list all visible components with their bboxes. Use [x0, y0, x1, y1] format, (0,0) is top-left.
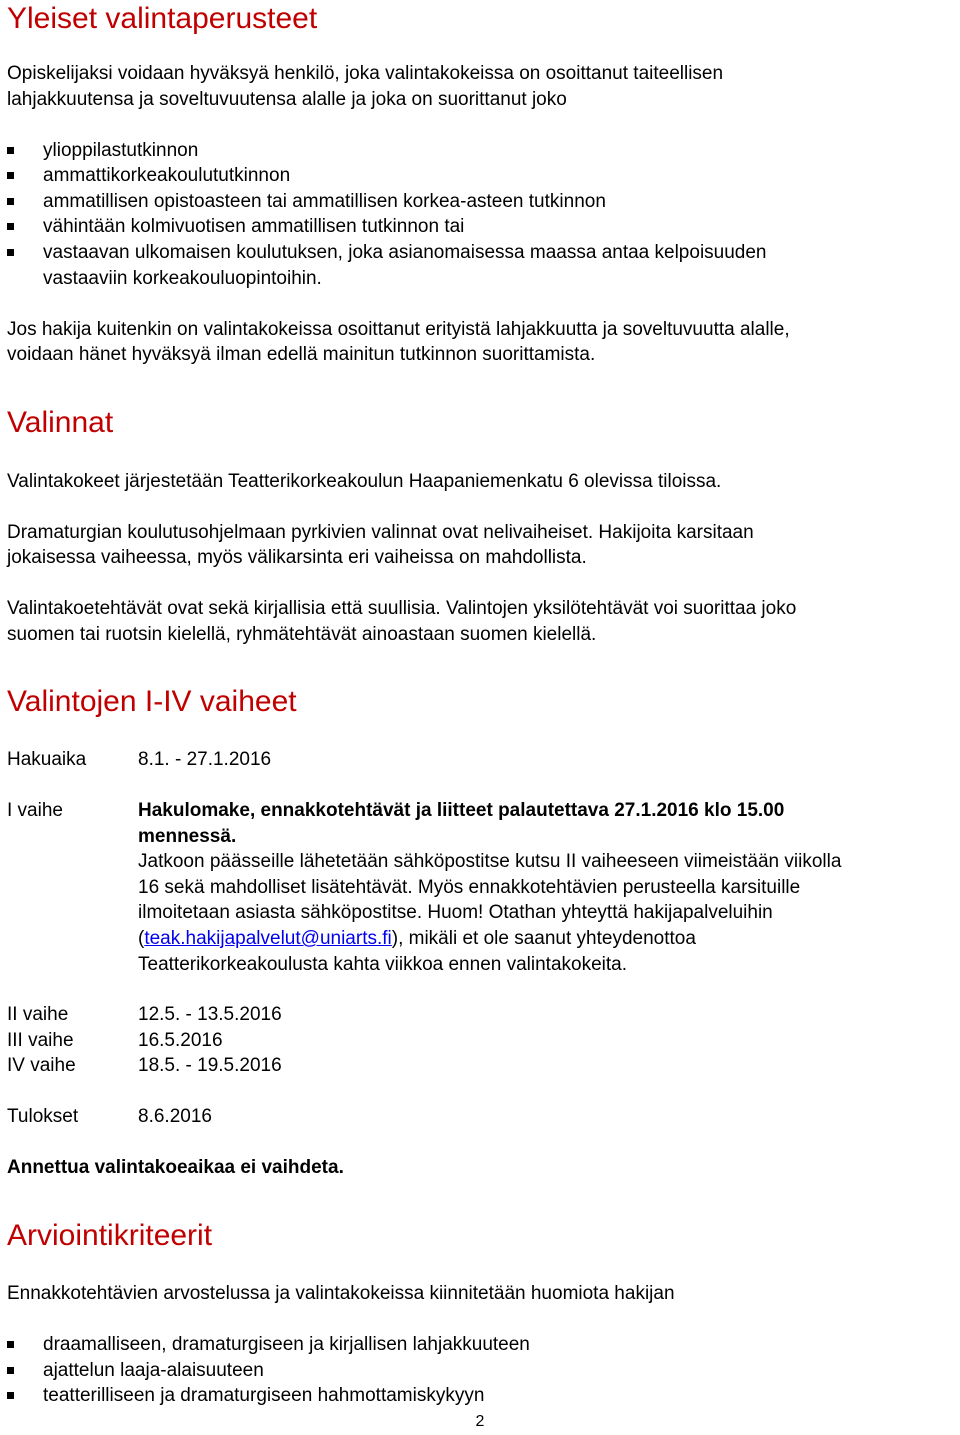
phase-label: II vaihe [7, 1004, 69, 1025]
list-item: ammattikorkeakoulututkinnon [43, 165, 291, 186]
tulokset-value: 8.6.2016 [138, 1106, 212, 1127]
vaihe1-bold-1: Hakulomake, ennakkotehtävät ja liitteet palautettava 27.1.2016 klo 15.00 [138, 800, 785, 821]
vaihe1-line-2: 16 sekä mahdolliset lisätehtävät. Myös ennakkotehtävien perusteella karsituille [138, 877, 801, 898]
heading-yleiset: Yleiset valintaperusteet [7, 2, 318, 35]
para-valinnat-3a: Valintakoetehtävät ovat sekä kirjallisia että suullisia. Valintojen yksilötehtävät voi suorittaa joko [7, 598, 797, 619]
phase-value: 18.5. - 19.5.2016 [138, 1055, 282, 1076]
vaihe1-line-3: ilmoitetaan asiasta sähköpostitse. Huom! Otathan yhteyttä hakijapalveluihin [138, 902, 773, 923]
list-item-continuation: vastaaviin korkeakouluopintoihin. [43, 268, 322, 289]
vaihe1-bold-2: mennessä. [138, 826, 237, 847]
list-item: vastaavan ulkomaisen koulutuksen, joka asianomaisessa maassa antaa kelpoisuuden [43, 242, 767, 263]
bullet-icon [7, 249, 14, 256]
bullet-icon [7, 147, 14, 154]
bullet-icon [7, 1341, 14, 1348]
phase-label: III vaihe [7, 1030, 74, 1051]
note: Annettua valintakoeaikaa ei vaihdeta. [7, 1157, 344, 1178]
intro-line-2: lahjakkuutensa ja soveltuvuutensa alalle ja joka on suorittanut joko [7, 89, 567, 110]
list-item: ylioppilastutkinnon [43, 140, 199, 161]
vaihe1-line-5: Teatterikorkeakoulusta kahta viikkoa ennen valintakokeita. [138, 954, 628, 975]
heading-vaiheet: Valintojen I-IV vaiheet [7, 685, 297, 718]
hakuaika-label: Hakuaika [7, 749, 87, 770]
para-jos-1: Jos hakija kuitenkin on valintakokeissa osoittanut erityistä lahjakkuutta ja soveltuvuutta alalle, [7, 319, 790, 340]
list-item: draamalliseen, dramaturgiseen ja kirjallisen lahjakkuuteen [43, 1334, 530, 1355]
para-valinnat-1: Valintakokeet järjestetään Teatterikorkeakoulun Haapaniemenkatu 6 olevissa tiloissa. [7, 471, 722, 492]
list-item: ammatillisen opistoasteen tai ammatillisen korkea-asteen tutkinnon [43, 191, 606, 212]
bullet-icon [7, 1392, 14, 1399]
para-valinnat-2b: jokaisessa vaiheessa, myös välikarsinta eri vaiheissa on mahdollista. [7, 547, 587, 568]
vaihe1-line-4 [138, 926, 696, 952]
bullet-icon [7, 172, 14, 179]
email-link[interactable]: teak.hakijapalvelut@uniarts.fi [144, 928, 392, 949]
para-valinnat-3b: suomen tai ruotsin kielellä, ryhmätehtävät ainoastaan suomen kielellä. [7, 624, 597, 645]
heading-valinnat: Valinnat [7, 406, 114, 439]
para-arviointi: Ennakkotehtävien arvostelussa ja valintakokeissa kiinnitetään huomiota hakijan [7, 1283, 675, 1304]
paren-open: ( [138, 928, 145, 949]
list-item: vähintään kolmivuotisen ammatillisen tutkinnon tai [43, 216, 465, 237]
list-item: teatterilliseen ja dramaturgiseen hahmottamiskykyyn [43, 1385, 485, 1406]
page-number: 2 [475, 1413, 485, 1430]
tulokset-label: Tulokset [7, 1106, 79, 1127]
bullet-icon [7, 1367, 14, 1374]
para-valinnat-2a: Dramaturgian koulutusohjelmaan pyrkivien valinnat ovat nelivaiheiset. Hakijoita karsitaan [7, 522, 754, 543]
para-jos-2: voidaan hänet hyväksyä ilman edellä mainitun tutkinnon suorittamista. [7, 344, 596, 365]
list-item: ajattelun laaja-alaisuuteen [43, 1360, 264, 1381]
after-email: ), mikäli et ole saanut yhteydenottoa [391, 928, 696, 949]
vaihe1-line-1: Jatkoon päässeille lähetetään sähköpostitse kutsu II vaiheeseen viimeistään viikolla [138, 851, 842, 872]
bullet-icon [7, 198, 14, 205]
heading-arviointikriteerit: Arviointikriteerit [7, 1219, 213, 1252]
phase-label: IV vaihe [7, 1055, 76, 1076]
bullet-icon [7, 223, 14, 230]
phase-value: 12.5. - 13.5.2016 [138, 1004, 282, 1025]
hakuaika-value: 8.1. - 27.1.2016 [138, 749, 272, 770]
vaihe1-label: I vaihe [7, 800, 63, 821]
phase-value: 16.5.2016 [138, 1030, 223, 1051]
intro-line-1: Opiskelijaksi voidaan hyväksyä henkilö, joka valintakokeissa on osoittanut taiteellisen [7, 63, 724, 84]
